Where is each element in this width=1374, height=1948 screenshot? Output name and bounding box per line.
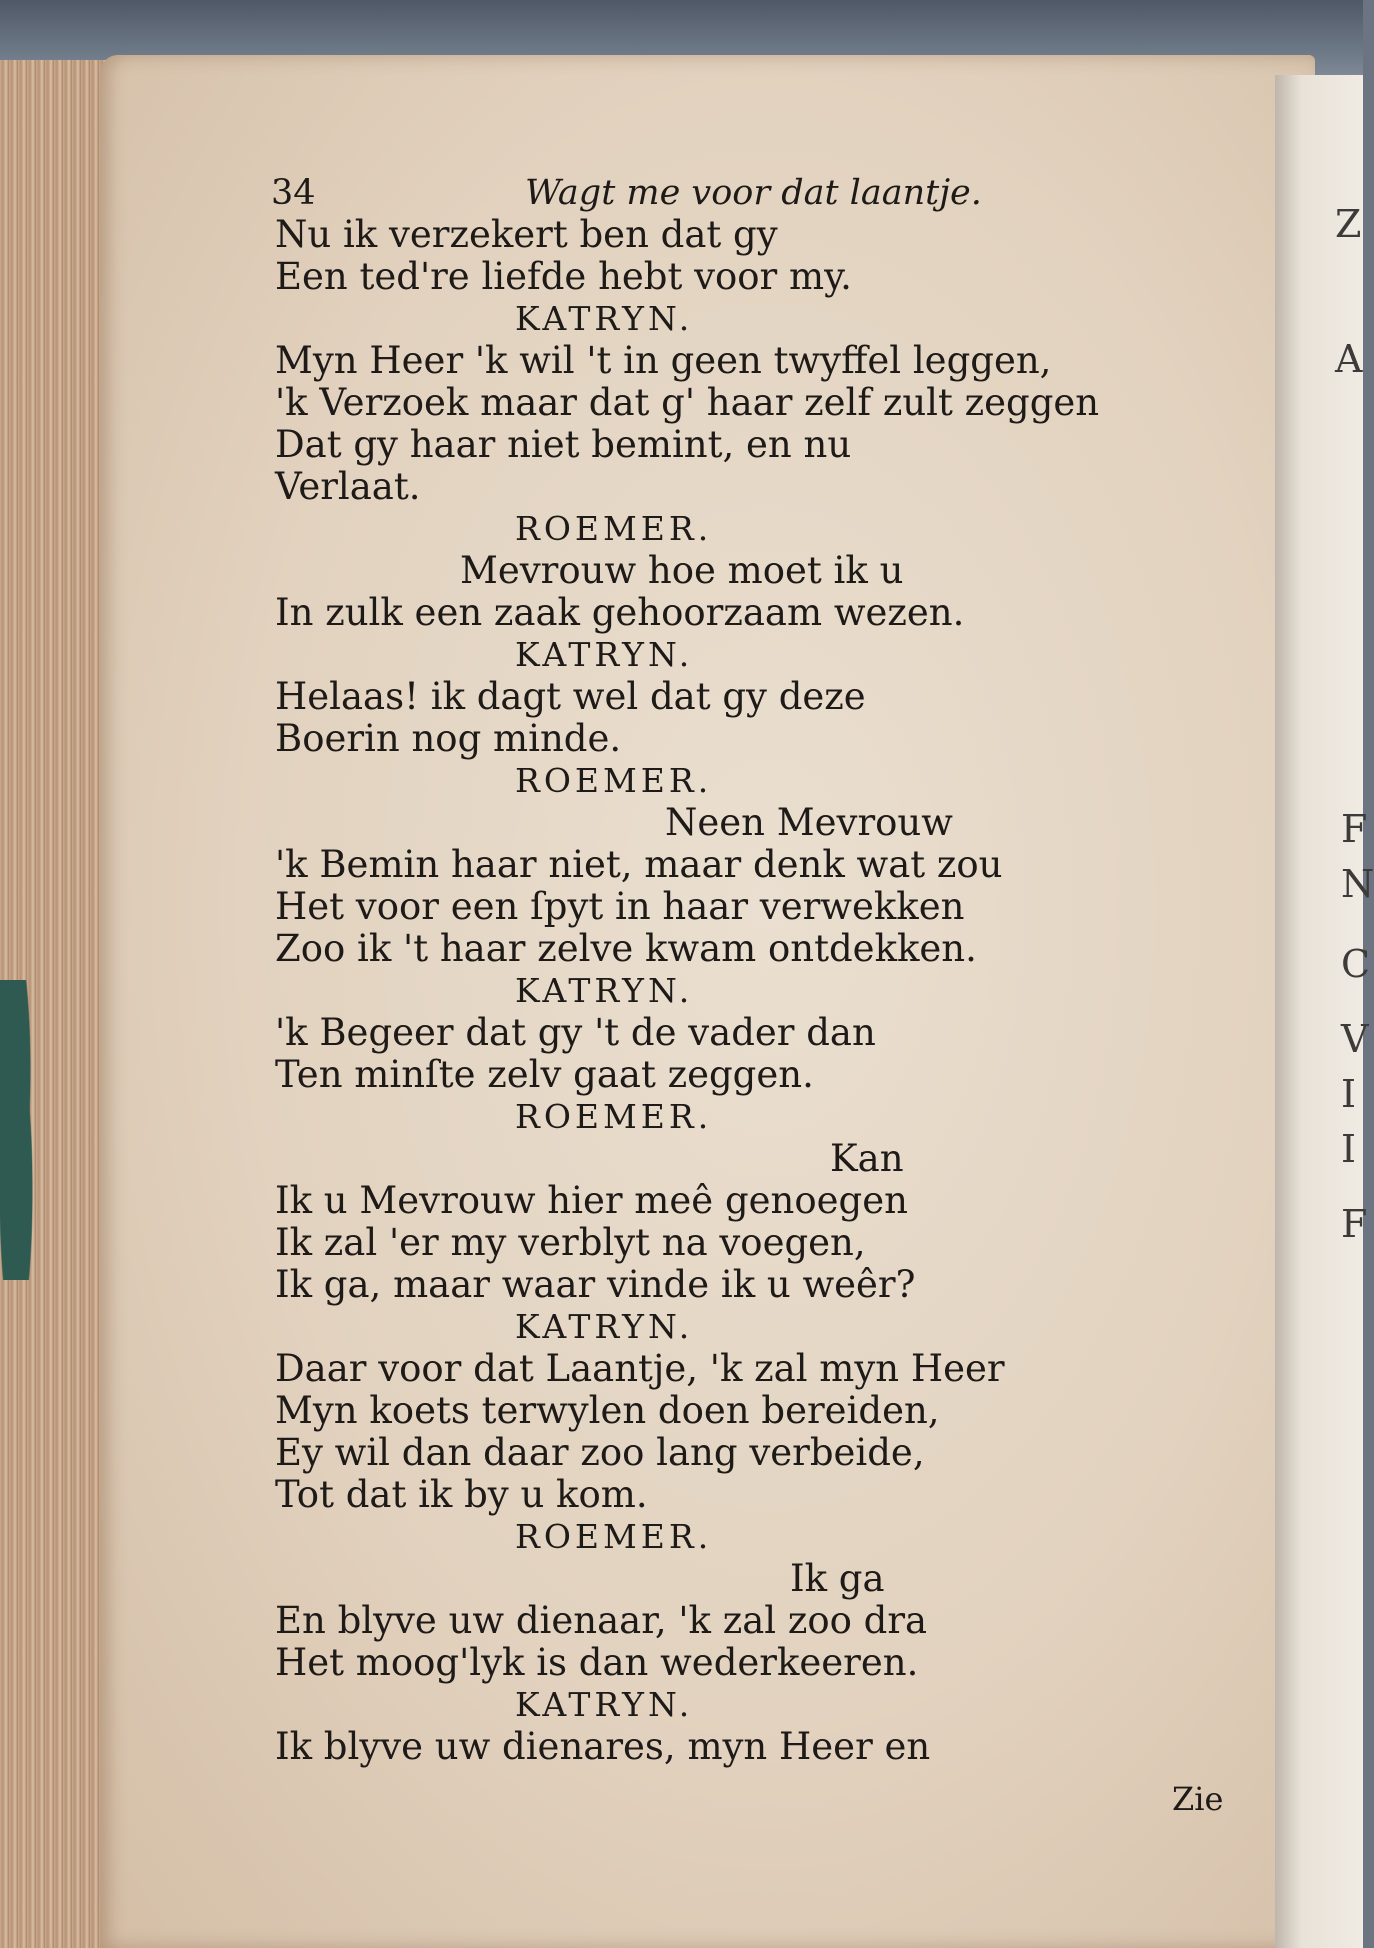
speaker-name: KATRYN. [515,971,694,1010]
verse-line: Ik ga [790,1557,885,1600]
right-page-fragment: C [1341,942,1371,986]
verse-line: Mevrouw hoe moet ik u [460,549,904,592]
right-page-fragment: Z [1335,202,1362,246]
verse-line: Tot dat ik by u kom. [275,1473,648,1516]
verse-line: Kan [830,1137,904,1180]
verse-line: Daar voor dat Laantje, 'k zal myn Heer [275,1347,1005,1390]
right-page-fragment: V [1341,1017,1369,1061]
verse-line: Het moog'lyk is dan wederkeeren. [275,1641,919,1684]
verse-line: Ik zal 'er my verblyt na voegen, [275,1221,866,1264]
speaker-name: ROEMER. [515,761,713,800]
speaker-name: KATRYN. [515,1307,694,1346]
right-page-fragment: F [1341,1202,1368,1246]
speaker-name: ROEMER. [515,1097,713,1136]
speaker-name: KATRYN. [515,635,694,674]
right-book-page [1275,75,1374,1948]
verse-line: 'k Bemin haar niet, maar denk wat zou [275,843,1003,886]
verse-line: Helaas! ik dagt wel dat gy deze [275,675,866,718]
verse-line: Verlaat. [275,465,421,508]
right-page-fragment: I [1341,1127,1357,1171]
verse-line: 'k Verzoek maar dat g' haar zelf zult zeggen [275,381,1100,424]
verse-line: Een ted're liefde hebt voor my. [275,255,852,298]
verse-line: Myn Heer 'k wil 't in geen twyffel leggen, [275,339,1052,382]
verse-line: Ey wil dan daar zoo lang verbeide, [275,1431,925,1474]
verse-line: Ten minſte zelv gaat zeggen. [275,1053,814,1096]
verse-line: Dat gy haar niet bemint, en nu [275,423,852,466]
running-head [271,172,1115,214]
speaker-name: KATRYN. [515,1685,694,1724]
verse-line: Zoo ik 't haar zelve kwam ontdekken. [275,927,977,970]
right-page-fragment: I [1341,1072,1357,1116]
verse-line: Nu ik verzekert ben dat gy [275,213,778,256]
right-page-fragment: A [1335,337,1363,381]
marbled-edge-decoration [0,980,40,1280]
verse-line: Boerin nog minde. [275,717,622,760]
speaker-name: ROEMER. [515,509,713,548]
verse-line: En blyve uw dienaar, 'k zal zoo dra [275,1599,928,1642]
page-text-block [271,172,1115,1768]
verse-line: Neen Mevrouw [665,801,953,844]
running-title: Wagt me voor dat laantje. [525,173,982,213]
speaker-name: ROEMER. [515,1517,713,1556]
right-page-fragment: N [1341,862,1374,906]
verse-lines [275,214,1115,1768]
verse-line: Ik u Mevrouw hier meê genoegen [275,1179,908,1222]
right-page-fragment: F [1341,807,1368,851]
verse-line: Het voor een ſpyt in haar verwekken [275,885,965,928]
verse-line: Ik blyve uw dienares, myn Heer en [275,1725,931,1768]
page-number: 34 [271,173,316,213]
verse-line: Ik ga, maar waar vinde ik u weêr? [275,1263,916,1306]
verse-line: In zulk een zaak gehoorzaam wezen. [275,591,965,634]
speaker-name: KATRYN. [515,299,694,338]
verse-line: Myn koets terwylen doen bereiden, [275,1389,940,1432]
catchword: Zie [1172,1780,1224,1818]
verse-line: 'k Begeer dat gy 't de vader dan [275,1011,876,1054]
